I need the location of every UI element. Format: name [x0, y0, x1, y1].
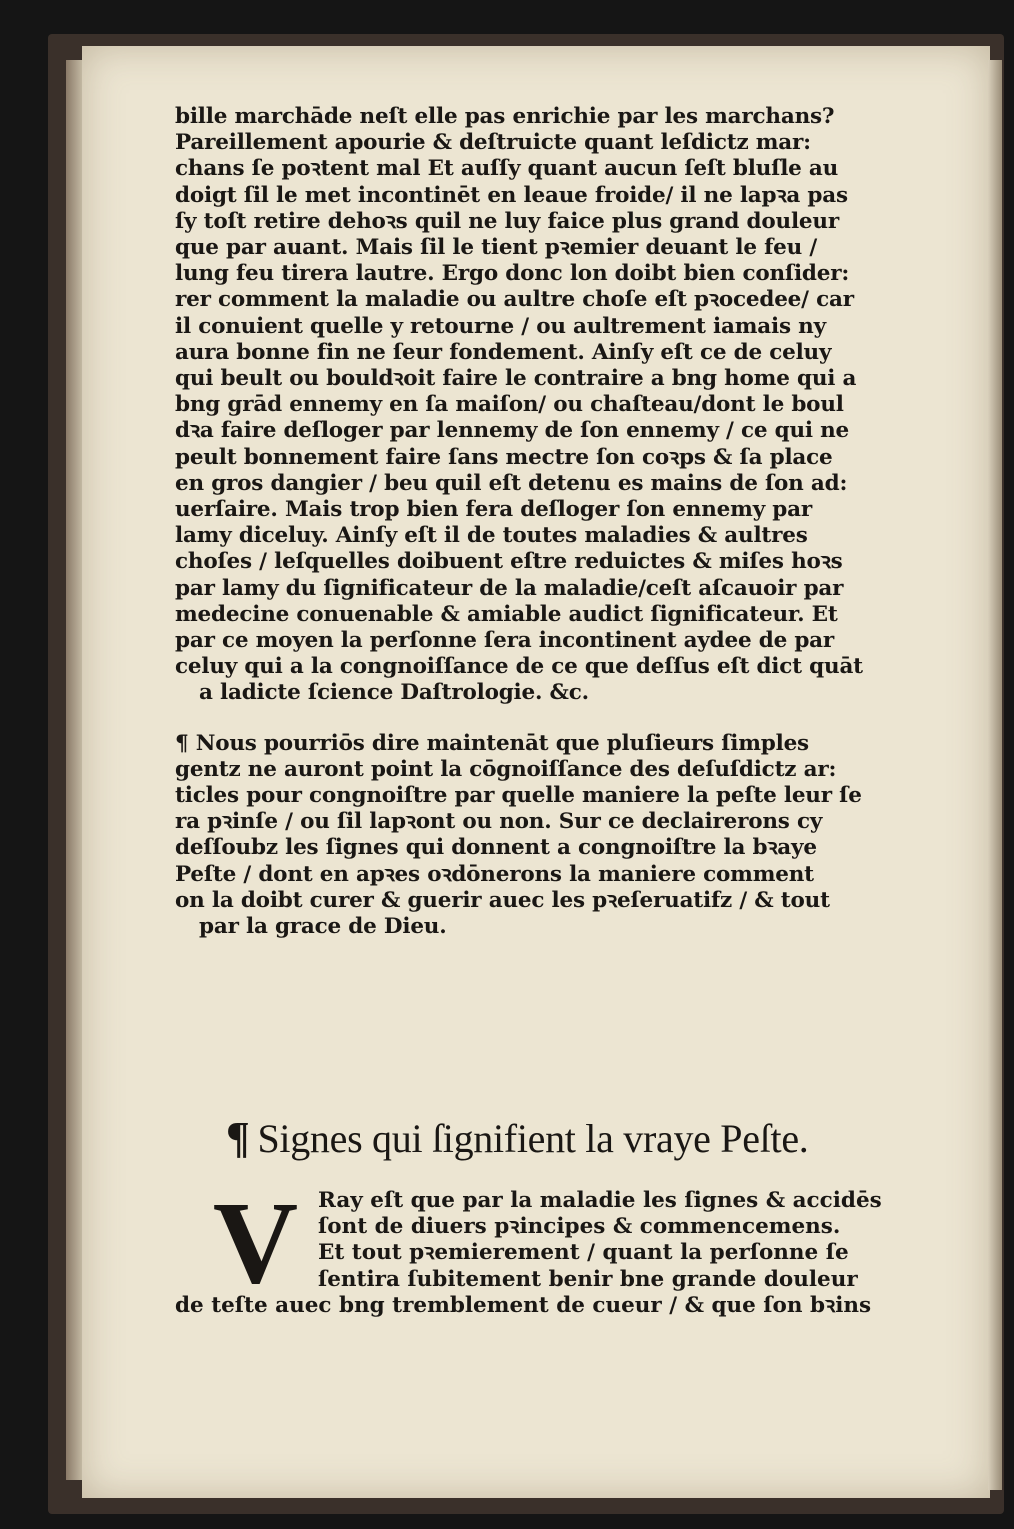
text-line: Ray eſt que par la maladie les ſignes & accidēs — [318, 1188, 882, 1213]
heading-text: Signes qui ſignifient la vraye Peſte. — [257, 1116, 809, 1161]
text-line: par la grace de Dieu. — [199, 914, 447, 940]
text-line: ſentira ſubitement benir bne grande douleur — [318, 1266, 858, 1292]
text-line: lung feu tirera lautre. Ergo donc lon doibt bien conſider: — [175, 261, 850, 287]
text-line: Peſte / dont en apꝛes oꝛdōnerons la maniere comment — [175, 861, 814, 887]
text-line: ſy toſt retire dehoꝛs quil ne luy faice plus grand douleur — [175, 208, 839, 234]
text-line: ¶ Nous pourriōs dire maintenāt que pluſieurs ſimples — [175, 730, 809, 756]
text-line: par ce moyen la perſonne ſera incontinent aydee de par — [175, 628, 835, 654]
text-line: chans ſe poꝛtent mal Et auſſy quant aucun ſeſt bluſle au — [175, 156, 839, 182]
text-line: a ladicte ſcience Daſtrologie. &c. — [199, 680, 589, 706]
text-line: ticles pour congnoiſtre par quelle maniere la peſte leur ſe — [175, 783, 862, 809]
text-line: que par auant. Mais ſil le tient pꝛemier deuant le feu / — [175, 235, 818, 261]
text-line: aura bonne fin ne ſeur fondement. Ainſy eſt ce de celuy — [175, 339, 832, 365]
text-line: il conuient quelle y retourne / ou aultrement iamais ny — [175, 313, 826, 339]
text-line: qui beult ou bouldꝛoit faire le contraire a bng home qui a — [175, 366, 857, 392]
text-line: uerſaire. Mais trop bien fera deſloger ſon ennemy par — [175, 497, 812, 523]
text-line: ra pꝛinſe / ou ſil lapꝛont ou non. Sur ce declairerons cy — [175, 809, 823, 835]
text-line: rer comment la maladie ou aultre choſe eſt pꝛocedee/ car — [175, 287, 854, 313]
text-line: ſont de diuers pꝛincipes & commencemens. — [318, 1214, 841, 1240]
text-line: dꝛa faire deſloger par lennemy de ſon ennemy / ce qui ne — [175, 418, 850, 444]
section-heading — [226, 1112, 986, 1163]
paragraph-3-indented — [318, 1188, 968, 1293]
text-line: on la doibt curer & guerir auec les pꝛeſeruatifz / & tout — [175, 887, 830, 913]
drop-cap-letter: V — [212, 1177, 299, 1308]
main-text-block — [175, 104, 965, 940]
text-line: medecine conuenable & amiable audict ſignificateur. Et — [175, 601, 838, 627]
paragraph-2 — [175, 731, 965, 941]
text-line: celuy qui a la congnoiſſance de ce que deſſus eſt dict quāt — [175, 654, 863, 680]
text-line: de teſte auec bng tremblement de cueur / & que ſon bꝛins — [175, 1293, 872, 1318]
pilcrow-icon: ¶ — [226, 1113, 250, 1162]
text-line: peult bonnement faire ſans mectre ſon coꝛps & ſa place — [175, 444, 833, 470]
paragraph-1 — [175, 104, 965, 707]
text-line: choſes / leſquelles doibuent eſtre reduictes & miſes hoꝛs — [175, 549, 843, 575]
text-line: bille marchāde neſt elle pas enrichie par les marchans? — [175, 104, 835, 129]
text-line: Pareillement apourie & deſtruicte quant leſdictz mar: — [175, 130, 811, 156]
text-line: lamy diceluy. Ainſy eſt il de toutes maladies & aultres — [175, 523, 808, 549]
text-line: deſſoubz les ſignes qui donnent a congnoiſtre la bꝛaye — [175, 835, 817, 861]
text-line: gentz ne auront point la cōgnoiſſance des deſuſdictz ar: — [175, 756, 837, 782]
text-line: en gros dangier / beu quil eſt detenu es mains de ſon ad: — [175, 470, 848, 496]
text-line: doigt ſil le met incontinēt en leaue froide/ il ne lapꝛa pas — [175, 182, 848, 208]
paragraph-3-full — [175, 1293, 965, 1319]
text-line: bng grād ennemy en ſa maiſon/ ou chaſteau/dont le boul — [175, 392, 844, 418]
text-line: par lamy du ſignificateur de la maladie/ceſt aſcauoir par — [175, 575, 844, 601]
text-line: Et tout pꝛemierement / quant la perſonne ſe — [318, 1240, 849, 1266]
page-stack-right-edge — [988, 60, 1002, 1490]
drop-cap — [198, 1177, 313, 1308]
